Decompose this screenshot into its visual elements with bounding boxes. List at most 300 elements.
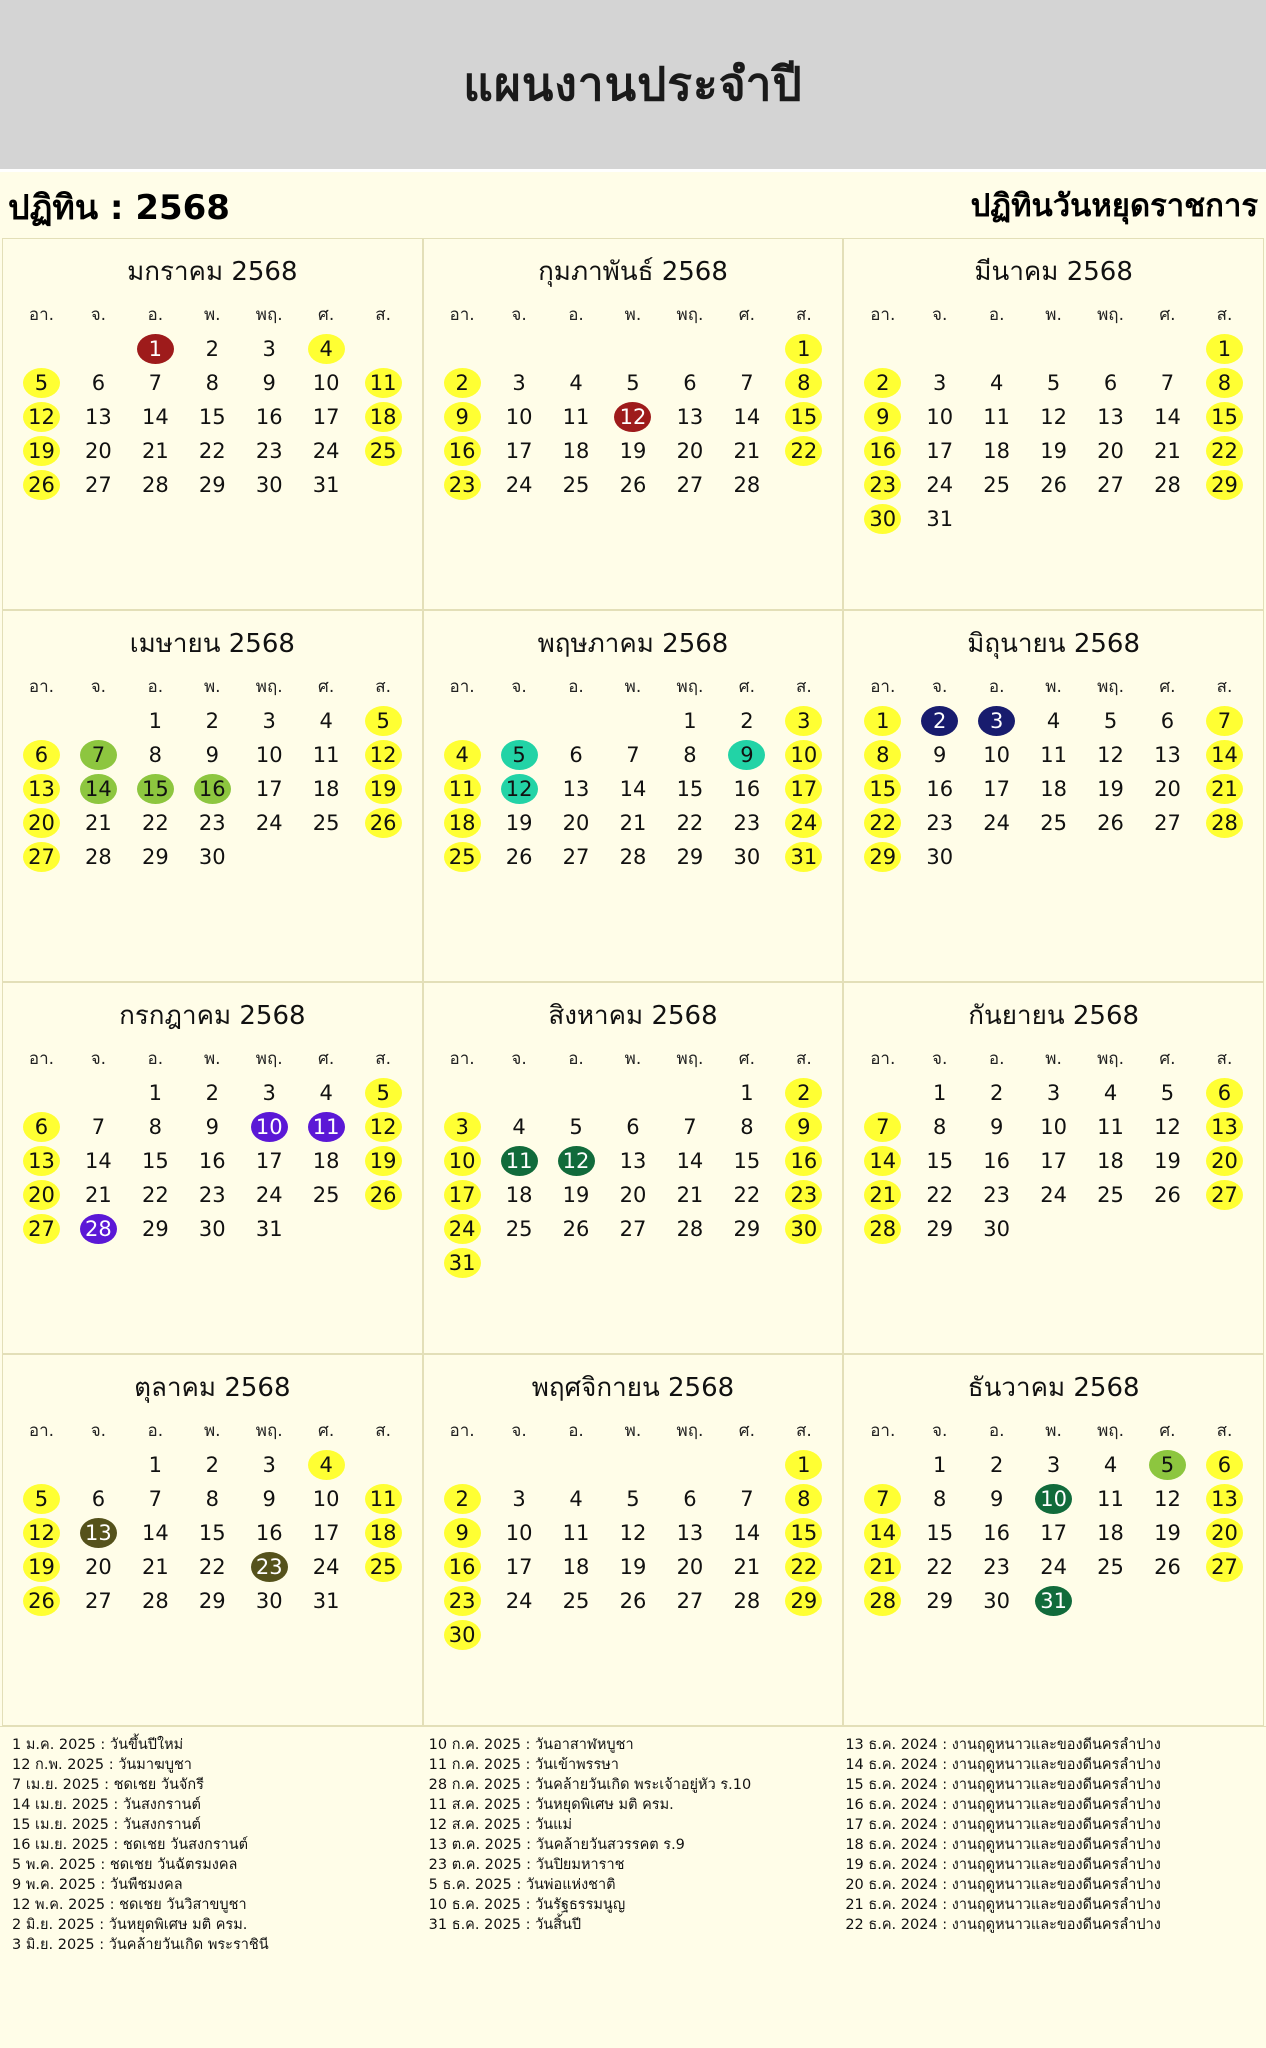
- day-number[interactable]: 23: [198, 1182, 226, 1207]
- day-number-highlighted[interactable]: 9: [444, 402, 481, 432]
- day-cell[interactable]: [718, 366, 775, 400]
- day-number-highlighted[interactable]: 9: [728, 740, 765, 770]
- day-cell[interactable]: [13, 1584, 70, 1618]
- day-cell[interactable]: [434, 1110, 491, 1144]
- day-cell[interactable]: [911, 1178, 968, 1212]
- day-cell[interactable]: [491, 1550, 548, 1584]
- day-number[interactable]: 26: [1154, 1554, 1181, 1579]
- day-number[interactable]: 5: [626, 1486, 640, 1511]
- day-cell[interactable]: [911, 1482, 968, 1516]
- day-number-highlighted[interactable]: 28: [1206, 808, 1243, 838]
- day-number-highlighted[interactable]: 2: [864, 368, 901, 398]
- day-number-highlighted[interactable]: 18: [365, 1518, 402, 1548]
- day-number[interactable]: 15: [198, 1520, 226, 1545]
- day-cell[interactable]: [1196, 704, 1253, 738]
- day-number-highlighted[interactable]: 31: [1035, 1586, 1072, 1616]
- day-number[interactable]: 9: [933, 742, 947, 767]
- day-cell[interactable]: [13, 1144, 70, 1178]
- day-number[interactable]: 4: [1103, 1080, 1118, 1105]
- day-cell[interactable]: [605, 468, 662, 502]
- day-cell[interactable]: [70, 806, 127, 840]
- day-number[interactable]: 17: [1040, 1520, 1067, 1545]
- day-number-highlighted[interactable]: 1: [864, 706, 901, 736]
- day-number-highlighted[interactable]: 19: [365, 1146, 402, 1176]
- day-number[interactable]: 26: [1154, 1182, 1181, 1207]
- day-number-highlighted[interactable]: 21: [864, 1552, 901, 1582]
- day-cell[interactable]: [491, 738, 548, 772]
- day-cell[interactable]: [491, 1482, 548, 1516]
- day-number[interactable]: 22: [141, 810, 169, 835]
- day-number-highlighted[interactable]: 20: [23, 1180, 60, 1210]
- day-cell[interactable]: [718, 1076, 775, 1110]
- day-cell[interactable]: [184, 840, 241, 874]
- day-cell[interactable]: [968, 1178, 1025, 1212]
- day-cell[interactable]: [298, 772, 355, 806]
- day-cell[interactable]: [1025, 1110, 1082, 1144]
- day-number-highlighted[interactable]: 19: [23, 436, 60, 466]
- day-number-highlighted[interactable]: 27: [23, 842, 60, 872]
- day-cell[interactable]: [70, 738, 127, 772]
- day-cell[interactable]: [968, 1144, 1025, 1178]
- day-cell[interactable]: [127, 772, 184, 806]
- day-number[interactable]: 17: [1040, 1148, 1067, 1173]
- day-number[interactable]: 29: [198, 472, 226, 497]
- day-cell[interactable]: [1139, 1482, 1196, 1516]
- day-cell[interactable]: [434, 1584, 491, 1618]
- day-number-highlighted[interactable]: 5: [23, 368, 60, 398]
- day-cell[interactable]: [1025, 704, 1082, 738]
- day-cell[interactable]: [1082, 1516, 1139, 1550]
- day-number[interactable]: 18: [562, 1554, 590, 1579]
- day-number[interactable]: 3: [262, 336, 276, 361]
- day-number[interactable]: 27: [1154, 810, 1181, 835]
- day-cell[interactable]: [434, 1246, 491, 1280]
- day-number-highlighted[interactable]: 7: [864, 1484, 901, 1514]
- day-number-highlighted[interactable]: 29: [864, 842, 901, 872]
- day-cell[interactable]: [1082, 1448, 1139, 1482]
- day-number-highlighted[interactable]: 12: [558, 1146, 595, 1176]
- day-number[interactable]: 6: [91, 1486, 106, 1511]
- day-number-highlighted[interactable]: 13: [80, 1518, 117, 1548]
- day-cell[interactable]: [184, 1178, 241, 1212]
- day-number[interactable]: 17: [312, 1520, 340, 1545]
- day-cell[interactable]: [70, 434, 127, 468]
- day-number[interactable]: 4: [1103, 1452, 1118, 1477]
- day-cell[interactable]: [661, 1110, 718, 1144]
- day-number[interactable]: 25: [1040, 810, 1067, 835]
- day-number[interactable]: 23: [926, 810, 954, 835]
- day-number-highlighted[interactable]: 28: [864, 1214, 901, 1244]
- day-number[interactable]: 1: [148, 1452, 163, 1477]
- day-cell[interactable]: [911, 1212, 968, 1246]
- day-cell[interactable]: [298, 1144, 355, 1178]
- day-number[interactable]: 26: [619, 1588, 647, 1613]
- day-cell[interactable]: [434, 1482, 491, 1516]
- day-cell[interactable]: [1082, 1178, 1139, 1212]
- day-number[interactable]: 13: [676, 1520, 704, 1545]
- day-cell[interactable]: [298, 738, 355, 772]
- day-cell[interactable]: [1196, 1110, 1253, 1144]
- day-cell[interactable]: [661, 704, 718, 738]
- day-cell[interactable]: [127, 1550, 184, 1584]
- day-number[interactable]: 2: [989, 1452, 1004, 1477]
- day-number-highlighted[interactable]: 14: [1206, 740, 1243, 770]
- day-cell[interactable]: [775, 806, 832, 840]
- day-number[interactable]: 19: [619, 1554, 647, 1579]
- day-cell[interactable]: [661, 772, 718, 806]
- day-number[interactable]: 15: [733, 1148, 761, 1173]
- day-cell[interactable]: [184, 1212, 241, 1246]
- day-cell[interactable]: [605, 738, 662, 772]
- day-number[interactable]: 20: [562, 810, 590, 835]
- day-cell[interactable]: [70, 840, 127, 874]
- day-number[interactable]: 19: [562, 1182, 590, 1207]
- day-cell[interactable]: [1139, 1110, 1196, 1144]
- day-number[interactable]: 26: [505, 844, 533, 869]
- day-cell[interactable]: [491, 366, 548, 400]
- day-cell[interactable]: [184, 332, 241, 366]
- day-cell[interactable]: [775, 704, 832, 738]
- day-number[interactable]: 13: [676, 404, 704, 429]
- day-number[interactable]: 4: [319, 708, 333, 733]
- day-number[interactable]: 25: [983, 472, 1011, 497]
- day-cell[interactable]: [434, 772, 491, 806]
- day-cell[interactable]: [13, 738, 70, 772]
- day-cell[interactable]: [241, 1076, 298, 1110]
- day-number-highlighted[interactable]: 7: [864, 1112, 901, 1142]
- day-number[interactable]: 31: [255, 1216, 283, 1241]
- day-number[interactable]: 19: [1097, 776, 1124, 801]
- day-number[interactable]: 7: [1160, 370, 1175, 395]
- day-number[interactable]: 21: [141, 1554, 169, 1579]
- day-number[interactable]: 20: [619, 1182, 647, 1207]
- day-cell[interactable]: [70, 1584, 127, 1618]
- day-cell[interactable]: [1196, 332, 1253, 366]
- day-number-highlighted[interactable]: 21: [1206, 774, 1243, 804]
- day-cell[interactable]: [1139, 1516, 1196, 1550]
- day-number[interactable]: 19: [619, 438, 647, 463]
- day-number-highlighted[interactable]: 15: [785, 1518, 822, 1548]
- day-number-highlighted[interactable]: 10: [785, 740, 822, 770]
- day-number[interactable]: 14: [676, 1148, 704, 1173]
- day-number[interactable]: 20: [85, 438, 112, 463]
- day-cell[interactable]: [355, 1482, 412, 1516]
- day-number[interactable]: 24: [1040, 1554, 1067, 1579]
- day-number-highlighted[interactable]: 11: [308, 1112, 345, 1142]
- day-cell[interactable]: [911, 772, 968, 806]
- day-number-highlighted[interactable]: 16: [194, 774, 231, 804]
- day-cell[interactable]: [911, 806, 968, 840]
- day-number[interactable]: 16: [926, 776, 954, 801]
- day-cell[interactable]: [1082, 366, 1139, 400]
- day-cell[interactable]: [184, 1110, 241, 1144]
- day-cell[interactable]: [854, 704, 911, 738]
- day-cell[interactable]: [241, 1144, 298, 1178]
- day-number-highlighted[interactable]: 16: [864, 436, 901, 466]
- day-number-highlighted[interactable]: 8: [785, 368, 822, 398]
- day-number[interactable]: 12: [1040, 404, 1067, 429]
- day-cell[interactable]: [241, 1448, 298, 1482]
- day-number-highlighted[interactable]: 30: [785, 1214, 822, 1244]
- day-number[interactable]: 1: [740, 1080, 754, 1105]
- day-number[interactable]: 14: [1154, 404, 1181, 429]
- day-number[interactable]: 17: [312, 404, 340, 429]
- day-cell[interactable]: [298, 332, 355, 366]
- day-cell[interactable]: [968, 468, 1025, 502]
- day-number[interactable]: 3: [1046, 1080, 1061, 1105]
- day-number-highlighted[interactable]: 14: [864, 1518, 901, 1548]
- day-number[interactable]: 6: [569, 742, 583, 767]
- day-number[interactable]: 28: [619, 844, 647, 869]
- day-number[interactable]: 4: [319, 1080, 333, 1105]
- day-number-highlighted[interactable]: 6: [23, 740, 60, 770]
- day-number[interactable]: 29: [926, 1588, 954, 1613]
- day-number-highlighted[interactable]: 28: [80, 1214, 117, 1244]
- day-cell[interactable]: [661, 1212, 718, 1246]
- day-cell[interactable]: [241, 366, 298, 400]
- day-cell[interactable]: [1082, 1110, 1139, 1144]
- day-cell[interactable]: [1196, 1178, 1253, 1212]
- day-cell[interactable]: [775, 772, 832, 806]
- day-cell[interactable]: [548, 738, 605, 772]
- day-cell[interactable]: [718, 400, 775, 434]
- day-cell[interactable]: [184, 1482, 241, 1516]
- day-cell[interactable]: [854, 738, 911, 772]
- day-cell[interactable]: [491, 434, 548, 468]
- day-number[interactable]: 13: [1154, 742, 1181, 767]
- day-number[interactable]: 7: [148, 1486, 163, 1511]
- day-cell[interactable]: [184, 1550, 241, 1584]
- day-cell[interactable]: [718, 1212, 775, 1246]
- day-cell[interactable]: [184, 468, 241, 502]
- day-cell[interactable]: [854, 1482, 911, 1516]
- day-cell[interactable]: [854, 1178, 911, 1212]
- day-number-highlighted[interactable]: 15: [1206, 402, 1243, 432]
- day-number[interactable]: 28: [676, 1216, 704, 1241]
- day-cell[interactable]: [911, 1584, 968, 1618]
- day-cell[interactable]: [434, 806, 491, 840]
- day-cell[interactable]: [491, 400, 548, 434]
- day-cell[interactable]: [1082, 772, 1139, 806]
- day-number-highlighted[interactable]: 1: [785, 334, 822, 364]
- day-cell[interactable]: [605, 1110, 662, 1144]
- day-cell[interactable]: [298, 1076, 355, 1110]
- day-number[interactable]: 7: [148, 370, 163, 395]
- day-cell[interactable]: [298, 1110, 355, 1144]
- day-number[interactable]: 28: [85, 844, 112, 869]
- day-number[interactable]: 24: [505, 1588, 533, 1613]
- day-number[interactable]: 27: [85, 1588, 112, 1613]
- day-cell[interactable]: [968, 1448, 1025, 1482]
- day-number-highlighted[interactable]: 6: [23, 1112, 60, 1142]
- day-cell[interactable]: [1139, 366, 1196, 400]
- day-cell[interactable]: [661, 1144, 718, 1178]
- day-cell[interactable]: [1082, 400, 1139, 434]
- day-cell[interactable]: [968, 1076, 1025, 1110]
- day-number[interactable]: 10: [926, 404, 954, 429]
- day-number[interactable]: 6: [683, 1486, 697, 1511]
- day-number[interactable]: 20: [1097, 438, 1124, 463]
- day-cell[interactable]: [355, 1144, 412, 1178]
- day-cell[interactable]: [241, 1584, 298, 1618]
- day-number[interactable]: 14: [733, 1520, 761, 1545]
- day-number[interactable]: 22: [198, 438, 226, 463]
- day-number-highlighted[interactable]: 12: [365, 1112, 402, 1142]
- day-cell[interactable]: [13, 1178, 70, 1212]
- day-number-highlighted[interactable]: 30: [444, 1620, 481, 1650]
- day-cell[interactable]: [1196, 1550, 1253, 1584]
- day-number[interactable]: 19: [1154, 1148, 1181, 1173]
- day-number-highlighted[interactable]: 5: [1149, 1450, 1186, 1480]
- day-number-highlighted[interactable]: 29: [785, 1586, 822, 1616]
- day-cell[interactable]: [184, 366, 241, 400]
- day-number-highlighted[interactable]: 20: [1206, 1518, 1243, 1548]
- day-cell[interactable]: [911, 1076, 968, 1110]
- day-number[interactable]: 17: [255, 776, 283, 801]
- day-number[interactable]: 25: [1097, 1554, 1124, 1579]
- day-cell[interactable]: [548, 1482, 605, 1516]
- day-number[interactable]: 9: [205, 742, 219, 767]
- day-number[interactable]: 1: [933, 1080, 947, 1105]
- day-number[interactable]: 18: [562, 438, 590, 463]
- day-number-highlighted[interactable]: 8: [1206, 368, 1243, 398]
- day-cell[interactable]: [775, 1144, 832, 1178]
- day-number[interactable]: 10: [983, 742, 1011, 767]
- day-number[interactable]: 25: [505, 1216, 533, 1241]
- day-number-highlighted[interactable]: 23: [444, 1586, 481, 1616]
- day-cell[interactable]: [1139, 1550, 1196, 1584]
- day-cell[interactable]: [13, 1516, 70, 1550]
- day-number[interactable]: 7: [91, 1114, 106, 1139]
- day-number[interactable]: 14: [85, 1148, 112, 1173]
- day-number-highlighted[interactable]: 31: [444, 1248, 481, 1278]
- day-cell[interactable]: [1082, 434, 1139, 468]
- day-cell[interactable]: [434, 1550, 491, 1584]
- day-number[interactable]: 9: [262, 1486, 276, 1511]
- day-cell[interactable]: [13, 1550, 70, 1584]
- day-cell[interactable]: [775, 1482, 832, 1516]
- day-number-highlighted[interactable]: 11: [365, 368, 402, 398]
- day-cell[interactable]: [127, 400, 184, 434]
- day-number-highlighted[interactable]: 12: [23, 1518, 60, 1548]
- day-number[interactable]: 8: [148, 742, 163, 767]
- day-cell[interactable]: [661, 806, 718, 840]
- day-cell[interactable]: [241, 704, 298, 738]
- day-cell[interactable]: [775, 840, 832, 874]
- day-number-highlighted[interactable]: 6: [1206, 1450, 1243, 1480]
- day-number[interactable]: 21: [85, 810, 112, 835]
- day-number[interactable]: 27: [1097, 472, 1124, 497]
- day-cell[interactable]: [911, 468, 968, 502]
- day-cell[interactable]: [1196, 434, 1253, 468]
- day-number-highlighted[interactable]: 16: [785, 1146, 822, 1176]
- day-number[interactable]: 25: [1097, 1182, 1124, 1207]
- day-number[interactable]: 21: [141, 438, 169, 463]
- day-cell[interactable]: [854, 1110, 911, 1144]
- day-cell[interactable]: [491, 1178, 548, 1212]
- day-cell[interactable]: [548, 1550, 605, 1584]
- day-number-highlighted[interactable]: 3: [978, 706, 1015, 736]
- day-cell[interactable]: [968, 704, 1025, 738]
- day-cell[interactable]: [127, 704, 184, 738]
- day-cell[interactable]: [127, 1516, 184, 1550]
- day-cell[interactable]: [968, 806, 1025, 840]
- day-number-highlighted[interactable]: 4: [308, 1450, 345, 1480]
- day-number[interactable]: 9: [262, 370, 276, 395]
- day-cell[interactable]: [298, 1584, 355, 1618]
- day-number[interactable]: 10: [1040, 1114, 1067, 1139]
- day-number-highlighted[interactable]: 17: [444, 1180, 481, 1210]
- day-number[interactable]: 21: [85, 1182, 112, 1207]
- day-cell[interactable]: [298, 1516, 355, 1550]
- day-cell[interactable]: [661, 434, 718, 468]
- day-cell[interactable]: [1139, 738, 1196, 772]
- day-number-highlighted[interactable]: 25: [365, 1552, 402, 1582]
- day-number[interactable]: 11: [1097, 1114, 1124, 1139]
- day-number-highlighted[interactable]: 6: [1206, 1078, 1243, 1108]
- day-number-highlighted[interactable]: 23: [251, 1552, 288, 1582]
- day-number[interactable]: 24: [983, 810, 1011, 835]
- day-cell[interactable]: [355, 704, 412, 738]
- day-number[interactable]: 22: [733, 1182, 761, 1207]
- day-number[interactable]: 8: [740, 1114, 754, 1139]
- day-number[interactable]: 16: [255, 1520, 283, 1545]
- day-cell[interactable]: [70, 1178, 127, 1212]
- day-number-highlighted[interactable]: 19: [365, 774, 402, 804]
- day-cell[interactable]: [13, 366, 70, 400]
- day-cell[interactable]: [548, 400, 605, 434]
- day-cell[interactable]: [718, 1482, 775, 1516]
- day-number[interactable]: 7: [740, 370, 754, 395]
- day-number-highlighted[interactable]: 1: [137, 334, 174, 364]
- day-cell[interactable]: [661, 840, 718, 874]
- day-cell[interactable]: [70, 1212, 127, 1246]
- day-cell[interactable]: [718, 468, 775, 502]
- day-number-highlighted[interactable]: 2: [785, 1078, 822, 1108]
- day-cell[interactable]: [854, 468, 911, 502]
- day-cell[interactable]: [70, 400, 127, 434]
- day-cell[interactable]: [13, 840, 70, 874]
- day-number[interactable]: 31: [926, 506, 954, 531]
- day-cell[interactable]: [854, 772, 911, 806]
- day-number-highlighted[interactable]: 31: [785, 842, 822, 872]
- day-number-highlighted[interactable]: 12: [501, 774, 538, 804]
- day-cell[interactable]: [775, 1516, 832, 1550]
- day-cell[interactable]: [298, 400, 355, 434]
- day-number-highlighted[interactable]: 7: [80, 740, 117, 770]
- day-cell[interactable]: [1196, 1516, 1253, 1550]
- day-cell[interactable]: [605, 1144, 662, 1178]
- day-cell[interactable]: [968, 1516, 1025, 1550]
- day-cell[interactable]: [70, 772, 127, 806]
- day-cell[interactable]: [1082, 468, 1139, 502]
- day-cell[interactable]: [127, 806, 184, 840]
- day-cell[interactable]: [184, 400, 241, 434]
- day-cell[interactable]: [548, 366, 605, 400]
- day-number[interactable]: 28: [141, 1588, 169, 1613]
- day-cell[interactable]: [1025, 1482, 1082, 1516]
- day-number[interactable]: 29: [676, 844, 704, 869]
- day-cell[interactable]: [1082, 1550, 1139, 1584]
- day-cell[interactable]: [13, 1482, 70, 1516]
- day-number[interactable]: 13: [562, 776, 590, 801]
- day-cell[interactable]: [718, 1178, 775, 1212]
- day-number[interactable]: 23: [198, 810, 226, 835]
- day-number[interactable]: 7: [626, 742, 640, 767]
- day-number[interactable]: 20: [676, 438, 704, 463]
- day-cell[interactable]: [434, 840, 491, 874]
- day-cell[interactable]: [1196, 400, 1253, 434]
